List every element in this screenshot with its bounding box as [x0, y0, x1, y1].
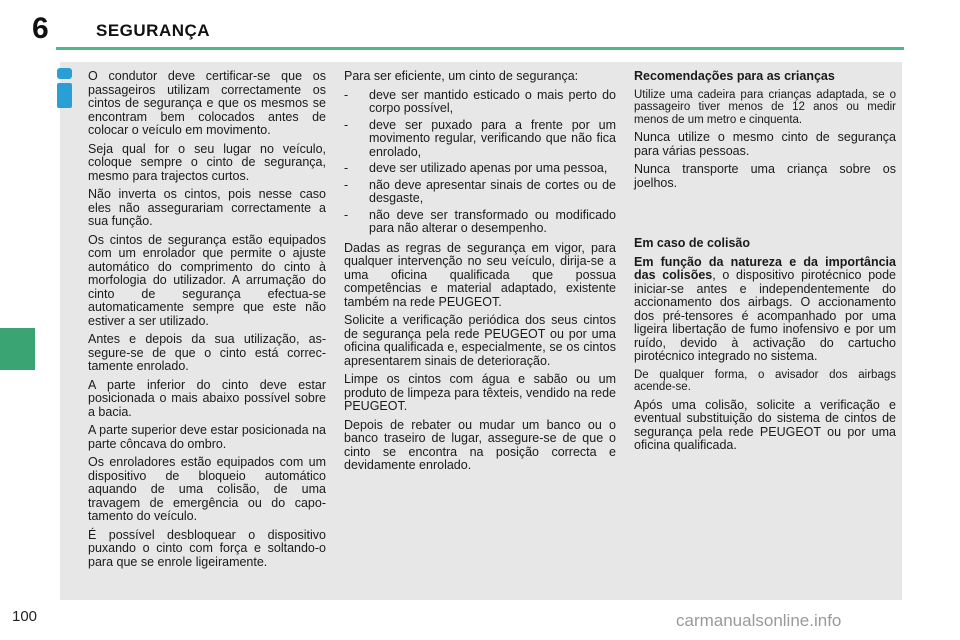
list-item: - deve ser mantido esticado o mais perto do corpo possível, [344, 89, 616, 116]
chapter-side-tab [0, 328, 35, 370]
paragraph: Dadas as regras de segurança em vigor, para qualquer intervenção no seu veículo, dirija-se a uma oficina qualificada que possua competências e material adaptado, existente também na rede PEUGEOT. [344, 240, 616, 309]
paragraph: É possível desbloquear o dispositivo puxando o cinto com força e soltando-o para que se enrole ligeiramente. [88, 527, 326, 569]
collision-emphasis: Em função da natureza e da importância das colisões [634, 254, 896, 282]
paragraph [634, 256, 896, 364]
paragraph: O condutor deve certificar-se que os passageiros utilizam correctamente os cintos de segurança e que os mesmos se encontram bem colocados antes de colocar o veículo em movimento. [88, 69, 326, 137]
list-item: - não deve apresentar sinais de cortes ou de desgaste, [344, 179, 616, 206]
chapter-number: 6 [32, 12, 49, 45]
belt-requirements-list [344, 89, 616, 236]
paragraph: Solicite a verificação periódica dos seus cintos de segurança pela rede PEUGEOT ou por uma oficina qualificada e, especialmente, se os cintos apresentarem sinais de deterioração. [344, 313, 616, 368]
column-belt-rules [344, 70, 616, 478]
page-number: 100 [12, 608, 38, 625]
paragraph: A parte inferior do cinto deve estar posicionada o mais abaixo possível sobre a bacia. [88, 377, 326, 419]
paragraph: Utilize uma cadeira para crianças adaptada, se o passageiro tiver menos de 12 anos ou medir menos de um metro e cinquenta. [634, 88, 896, 126]
paragraph: Depois de rebater ou mudar um banco ou o banco traseiro de lugar, assegure-se de que o cinto se encontra na posição correcta e devidamente enrolado. [344, 417, 616, 472]
list-intro: Para ser eficiente, um cinto de segurança: [344, 69, 579, 83]
paragraph: Nunca utilize o mesmo cinto de segurança para várias pessoas. [634, 130, 896, 158]
paragraph: Os cintos de segurança estão equipados com um enrolador que permite o ajuste automático do comprimento do cinto à morfologia do utilizador. A arrumação do cinto de segurança efectua-se automaticamente sempre que este não estiver a ser utilizado. [88, 232, 326, 328]
header-divider [56, 47, 904, 50]
info-icon [52, 68, 78, 108]
collision-text: , o dispositivo pirotécnico pode iniciar-se antes e independentemente do accionamento dos airbags. O accionamento dos pré-tensores é acompanhado por uma ligeira libertação de fumo inofensivo e por um ruído, devido à activação do cartucho pirotécnico integrado no sistema. [634, 268, 896, 363]
paragraph: Limpe os cintos com água e sabão ou um produto de limpeza para têxteis, vendido na rede PEUGEOT. [344, 372, 616, 413]
paragraph: Após uma colisão, solicite a verificação e eventual substituição do sistema de cintos de segurança pela rede PEUGEOT ou por uma oficina qualificada. [634, 397, 896, 452]
paragraph: A parte superior deve estar posicionada na parte côncava do ombro. [88, 423, 326, 451]
list-item: - não deve ser transformado ou modificado para não alterar o desempenho. [344, 209, 616, 236]
paragraph: Não inverta os cintos, pois nesse caso eles não assegurariam correctamente a sua função. [88, 187, 326, 228]
children-heading: Recomendações para as crianças [634, 69, 835, 83]
paragraph: Os enroladores estão equipados com um dispositivo de bloqueio automático aquando de uma colisão, de uma travagem de emergência ou do capotamento do veículo. [88, 455, 326, 523]
paragraph: Antes e depois da sua utilização, assegure-se de que o cinto está correctamente enrolado. [88, 332, 326, 373]
chapter-title: SEGURANÇA [96, 21, 211, 40]
paragraph: Nunca transporte uma criança sobre os joelhos. [634, 162, 896, 190]
column-children-collision [634, 70, 896, 458]
paragraph: Seja qual for o seu lugar no veículo, coloque sempre o cinto de segurança, mesmo para trajectos curtos. [88, 141, 326, 183]
list-item: - deve ser utilizado apenas por uma pessoa, [344, 162, 616, 176]
collision-heading: Em caso de colisão [634, 236, 751, 250]
paragraph: De qualquer forma, o avisador dos airbags acende-se. [634, 368, 896, 393]
list-item: - deve ser puxado para a frente por um movimento regular, verificando que não fica enrolado, [344, 119, 616, 160]
watermark: carmanualsonline.info [676, 611, 842, 630]
column-general-info [88, 70, 326, 574]
